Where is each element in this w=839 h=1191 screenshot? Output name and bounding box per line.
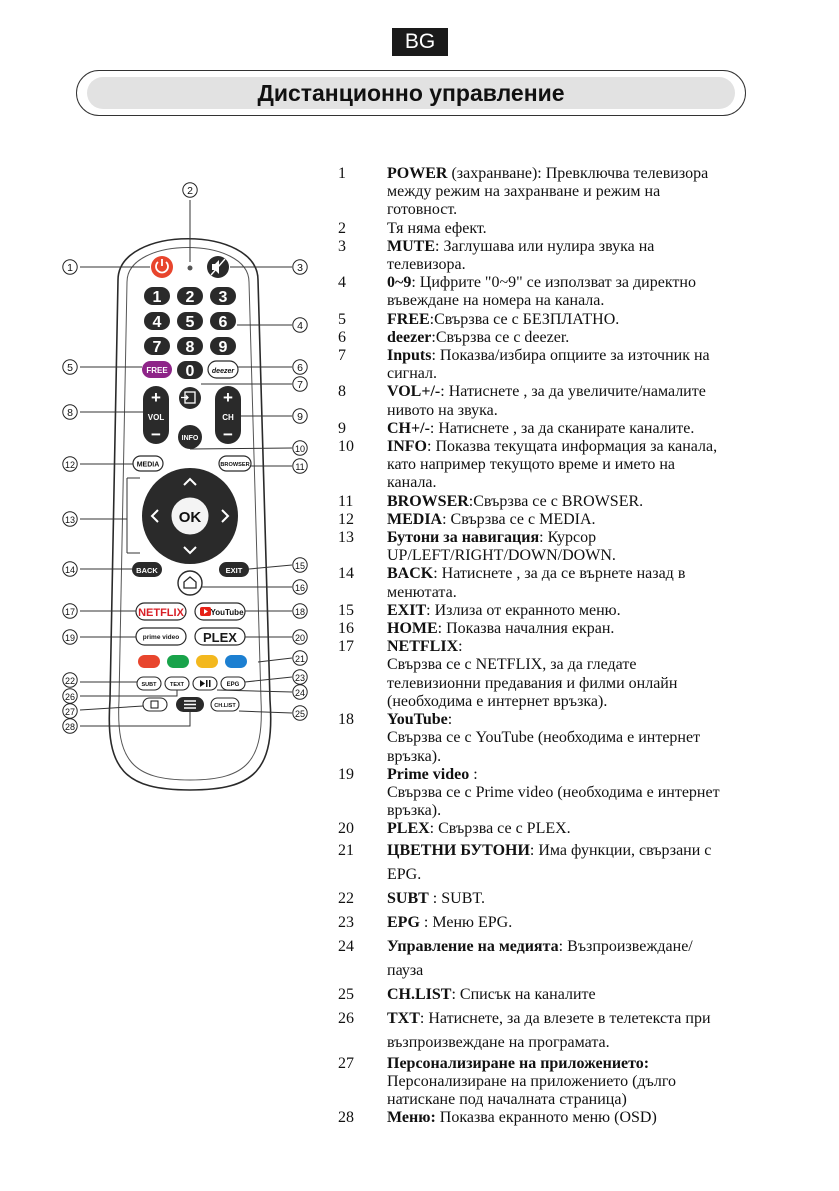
legend-term: POWER (387, 165, 448, 182)
legend-continuation: телевизора. (387, 256, 466, 274)
legend-term: deezer (387, 328, 432, 346)
legend-item (338, 1109, 778, 1127)
deezer-key: deezer (211, 368, 235, 375)
free-key: FREE (146, 366, 168, 375)
app-customize-key (143, 698, 167, 711)
legend-continuation: менютата. (387, 583, 457, 601)
legend-number: 15 (338, 601, 354, 619)
legend-description: : Списък на каналите (451, 985, 596, 1003)
callout-number-28: 28 (64, 721, 76, 732)
legend-first-line (387, 438, 778, 456)
legend-continuation: възпроизвеждане на програмата. (387, 1033, 610, 1051)
legend-first-line (387, 1109, 778, 1127)
callout-number-27: 27 (64, 706, 76, 717)
callout-number-18: 18 (294, 606, 306, 617)
callout-number-17: 17 (64, 606, 76, 617)
callout-number-9: 9 (297, 410, 303, 423)
color-key-1 (138, 655, 160, 668)
legend-first-line (387, 766, 778, 784)
vol-minus: − (151, 425, 161, 444)
plex-key: PLEX (203, 630, 237, 645)
text-key: TEXT (169, 682, 185, 688)
legend-term: VOL+/- (387, 383, 441, 401)
legend-term: Персонализиране на приложението: (387, 1054, 650, 1072)
legend-item (338, 983, 778, 1007)
legend-term: EXIT (387, 601, 427, 619)
legend-item (338, 620, 778, 638)
legend-term: ЦВЕТНИ БУТОНИ (387, 841, 530, 859)
legend-item (338, 220, 778, 238)
callout-number-7: 7 (297, 378, 303, 391)
legend-item (338, 511, 778, 529)
legend-continuation: готовност. (387, 201, 458, 219)
key-2: 2 (185, 289, 195, 306)
legend-description: : Натиснете , за да увеличите/намалите (440, 383, 706, 401)
legend-number: 5 (338, 310, 346, 328)
legend-first-line (387, 839, 778, 863)
legend-first-line (387, 347, 778, 365)
legend-number: 14 (338, 565, 354, 583)
legend-term: Inputs (387, 347, 432, 365)
legend-term: NETFLIX (387, 638, 459, 656)
legend-item (338, 347, 778, 383)
legend-number: 2 (338, 219, 346, 237)
key-0: 0 (185, 363, 195, 380)
epg-key: EPG (226, 682, 240, 688)
callout-number-6: 6 (297, 361, 303, 374)
netflix-key: NETFLIX (138, 607, 184, 619)
callout-number-1: 1 (67, 261, 73, 274)
legend-description: (захранване): Превключва телевизора (447, 165, 709, 182)
menu-key (176, 697, 204, 712)
legend-term: BACK (387, 565, 434, 583)
legend-first-line (387, 638, 778, 656)
legend-first-line (387, 274, 778, 292)
legend-description: : Свързва се с PLEX. (429, 820, 571, 838)
legend-continuation: канала. (387, 474, 437, 492)
legend-description: : Показва/избира опциите за източник на (431, 347, 710, 365)
legend-number: 19 (338, 765, 354, 783)
legend-first-line (387, 602, 778, 620)
legend-term: MEDIA (387, 510, 443, 528)
color-key-2 (167, 655, 189, 668)
legend-item (338, 911, 778, 935)
legend-term: EPG (387, 913, 420, 931)
legend-item (338, 493, 778, 511)
ch-label: CH (222, 413, 234, 422)
legend-number: 18 (338, 711, 354, 729)
legend-description: : Меню EPG. (419, 913, 513, 931)
legend-description: : Излиза от екранното меню. (426, 601, 621, 619)
legend-item (338, 329, 778, 347)
legend-first-line (387, 911, 778, 935)
legend-item (338, 638, 778, 711)
input-key (179, 387, 201, 409)
key-1: 1 (152, 289, 162, 306)
chlist-key: CH.LIST (214, 703, 236, 709)
ch-plus: + (223, 388, 233, 407)
callout-number-16: 16 (294, 582, 306, 593)
legend-number: 9 (338, 419, 346, 437)
legend-item (338, 274, 778, 310)
legend-term: FREE (387, 310, 430, 328)
legend-term: Управление на медията (387, 937, 559, 955)
exit-key: EXIT (225, 566, 243, 575)
legend-term: PLEX (387, 820, 430, 838)
key-7: 7 (152, 339, 162, 356)
legend-description: :Свързва се с BROWSER. (468, 492, 644, 510)
legend-item (338, 1007, 778, 1055)
legend-description: : SUBT. (428, 889, 485, 907)
legend-term: MUTE (387, 237, 435, 255)
legend-description: Тя няма ефект. (387, 219, 487, 237)
key-6: 6 (218, 314, 228, 331)
legend-continuation: натискане под началната страница) (387, 1090, 627, 1108)
legend-number: 28 (338, 1109, 354, 1127)
legend-number: 16 (338, 620, 354, 638)
legend-continuation: сигнал. (387, 365, 438, 383)
legend-first-line (387, 329, 778, 347)
legend-number: 3 (338, 237, 346, 255)
function-legend (338, 165, 778, 1127)
legend-item (338, 935, 778, 983)
key-8: 8 (185, 339, 195, 356)
legend-number: 1 (338, 165, 346, 182)
legend-item (338, 839, 778, 887)
legend-description: : Показва текущата информация за канала, (427, 438, 718, 456)
legend-continuation: EPG. (387, 865, 422, 883)
legend-number: 7 (338, 347, 346, 365)
legend-item (338, 766, 778, 821)
legend-description: Показва екранното меню (OSD) (435, 1109, 657, 1127)
callout-number-2: 2 (187, 184, 193, 197)
callout-number-22: 22 (64, 675, 76, 686)
key-9: 9 (218, 339, 228, 356)
callout-number-3: 3 (297, 261, 303, 274)
legend-number: 13 (338, 529, 354, 547)
legend-number: 23 (338, 913, 354, 931)
key-4: 4 (152, 314, 162, 331)
legend-term: BROWSER (387, 492, 469, 510)
info-key: INFO (181, 435, 199, 442)
legend-continuation: Свързва се с Prime video (необходима е интернет (387, 783, 720, 801)
language-badge: BG (392, 28, 448, 56)
legend-item (338, 711, 778, 766)
callout-number-21: 21 (294, 653, 306, 664)
legend-number: 24 (338, 937, 354, 955)
legend-first-line (387, 565, 778, 583)
legend-term: Бутони за навигация (387, 529, 540, 547)
callout-number-13: 13 (64, 514, 76, 525)
legend-description: : Свързва се с MEDIA. (442, 510, 596, 528)
legend-item (338, 1055, 778, 1110)
legend-item (338, 602, 778, 620)
legend-number: 4 (338, 274, 346, 292)
legend-description: : Натиснете , за да сканирате каналите. (429, 419, 695, 437)
media-key: MEDIA (136, 461, 160, 469)
legend-number: 12 (338, 510, 354, 528)
legend-description: : Заглушава или нулира звука на (435, 237, 655, 255)
legend-item (338, 529, 778, 565)
legend-number: 26 (338, 1009, 354, 1027)
legend-term: CH.LIST (387, 985, 452, 1003)
vol-plus: + (151, 388, 161, 407)
callout-number-19: 19 (64, 632, 76, 643)
legend-description: :Свързва се с deezer. (431, 328, 570, 346)
power-button (151, 256, 173, 278)
mute-button (207, 256, 229, 278)
legend-description: : Показва началния екран. (437, 620, 615, 638)
legend-number: 8 (338, 383, 346, 401)
legend-first-line (387, 529, 778, 547)
legend-number: 11 (338, 492, 354, 510)
legend-item (338, 238, 778, 274)
legend-continuation: UP/LEFT/RIGHT/DOWN/DOWN. (387, 547, 616, 565)
legend-first-line (387, 383, 778, 401)
legend-term: INFO (387, 438, 427, 456)
legend-continuation: връзка). (387, 747, 442, 765)
legend-number: 22 (338, 889, 354, 907)
legend-term: Меню: (387, 1109, 436, 1127)
legend-description: : (469, 765, 478, 783)
legend-first-line (387, 1007, 778, 1031)
prime-video-key: prime video (142, 634, 180, 641)
color-key-4 (225, 655, 247, 668)
legend-number: 10 (338, 438, 354, 456)
legend-number: 25 (338, 985, 354, 1003)
legend-term: SUBT (387, 889, 429, 907)
legend-item (338, 383, 778, 419)
legend-term: HOME (387, 620, 438, 638)
callout-number-8: 8 (67, 406, 73, 419)
callout-number-15: 15 (294, 560, 306, 571)
legend-item (338, 565, 778, 601)
legend-number: 17 (338, 638, 354, 656)
legend-description: : Курсор (539, 529, 597, 547)
callout-number-5: 5 (67, 361, 73, 374)
back-key: BACK (136, 566, 158, 575)
legend-first-line (387, 983, 778, 1007)
legend-description: : (447, 711, 453, 729)
legend-term: Prime video (387, 765, 470, 783)
key-3: 3 (218, 289, 228, 306)
legend-item (338, 820, 778, 838)
legend-first-line (387, 711, 778, 729)
legend-description: : Възпроизвеждане/ (558, 937, 693, 955)
legend-first-line (387, 238, 778, 256)
callout-number-11: 11 (295, 461, 305, 472)
legend-first-line (387, 311, 778, 329)
legend-first-line (387, 165, 778, 183)
legend-description: : (458, 638, 463, 656)
legend-term: TXT (387, 1009, 420, 1027)
legend-first-line (387, 493, 778, 511)
callout-number-25: 25 (294, 708, 306, 719)
legend-term: CH+/- (387, 419, 430, 437)
legend-continuation: между режим на захранване и режим на (387, 183, 661, 201)
legend-continuation: пауза (387, 961, 424, 979)
vol-label: VOL (147, 413, 165, 422)
legend-continuation: телевизионни предавания и филми онлайн (387, 674, 678, 692)
play-pause-key (193, 677, 217, 690)
callout-number-12: 12 (64, 459, 76, 470)
youtube-key: YouTube (210, 608, 244, 617)
legend-item (338, 887, 778, 911)
legend-item (338, 420, 778, 438)
legend-continuation: въвеждане на номера на канала. (387, 292, 605, 310)
callout-number-4: 4 (297, 319, 303, 332)
legend-continuation: Свързва се с YouTube (необходима е интернет (387, 729, 701, 747)
legend-description: : Натиснете, за да влезете в телетекста при (419, 1009, 711, 1027)
legend-first-line (387, 420, 778, 438)
legend-first-line (387, 1055, 778, 1073)
legend-description: : Цифрите "0~9" се използват за директно (411, 274, 696, 292)
led-indicator (188, 266, 193, 271)
key-5: 5 (185, 314, 195, 331)
legend-continuation: нивото на звука. (387, 401, 498, 419)
legend-continuation: (необходима е интернет връзка). (387, 692, 608, 710)
legend-first-line (387, 935, 778, 959)
legend-number: 20 (338, 820, 354, 838)
legend-item (338, 311, 778, 329)
legend-first-line (387, 511, 778, 529)
home-key (178, 571, 202, 595)
ch-minus: − (223, 425, 233, 444)
legend-number: 21 (338, 841, 354, 859)
legend-first-line (387, 887, 778, 911)
legend-description: :Свързва се с БЕЗПЛАТНО. (429, 310, 620, 328)
callout-number-24: 24 (294, 687, 306, 698)
callout-number-14: 14 (64, 564, 76, 575)
color-key-3 (196, 655, 218, 668)
subt-key: SUBT (141, 682, 157, 688)
legend-term: 0~9 (387, 274, 412, 292)
legend-description: : Има функции, свързани с (529, 841, 712, 859)
legend-description: : Натиснете , за да се върнете назад в (433, 565, 686, 583)
legend-continuation: връзка). (387, 802, 442, 820)
legend-item (338, 438, 778, 493)
browser-key: BROWSER (220, 462, 250, 468)
legend-first-line (387, 220, 778, 238)
ok-key: OK (178, 509, 202, 526)
callout-number-26: 26 (64, 691, 76, 702)
legend-continuation: Персонализиране на приложението (дълго (387, 1072, 676, 1090)
page-title: Дистанционно управление (257, 80, 565, 106)
callout-number-20: 20 (294, 632, 306, 643)
callout-number-23: 23 (294, 672, 306, 683)
legend-continuation: като например текущото време и името на (387, 456, 676, 474)
legend-number: 27 (338, 1054, 354, 1072)
legend-first-line (387, 620, 778, 638)
legend-term: YouTube (387, 711, 448, 729)
legend-first-line (387, 820, 778, 838)
callout-number-10: 10 (294, 443, 306, 454)
legend-number: 6 (338, 328, 346, 346)
legend-item (338, 165, 778, 220)
legend-continuation: Свързва се с NETFLIX, за да гледате (387, 656, 637, 674)
